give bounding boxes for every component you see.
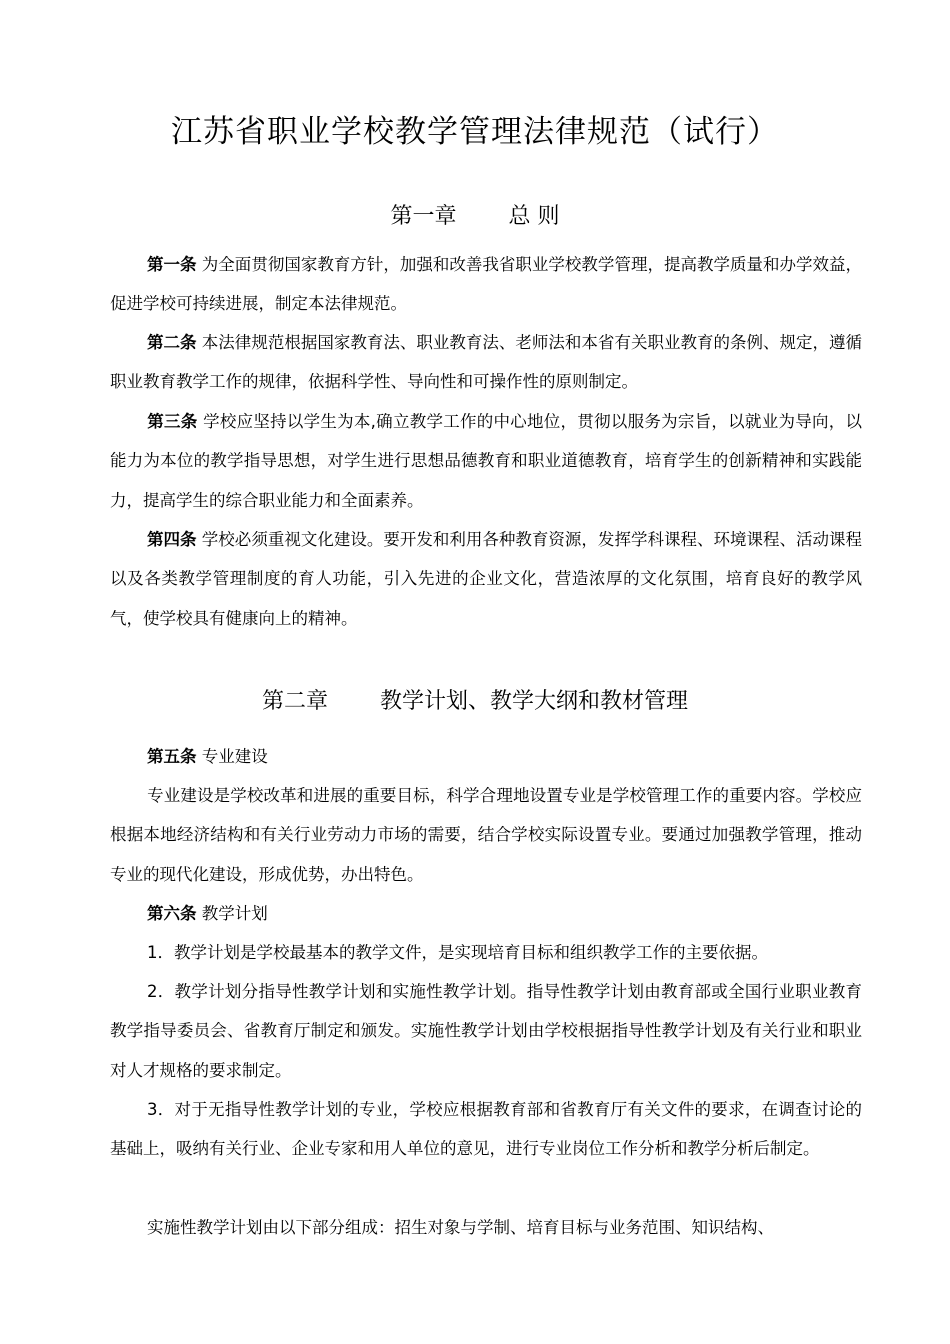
article-text: 专业建设 (201, 747, 268, 766)
article-label: 第六条 (147, 904, 197, 923)
article-label: 第四条 (147, 530, 197, 549)
article-text: 本法律规范根据国家教育法、职业教育法、老师法和本省有关职业教育的条例、规定，遵循职业教育教学工作的规律，依据科学性、导向性和可操作性的原则制定。 (110, 333, 863, 392)
chapter-name: 教学计划、教学大纲和教材管理 (380, 689, 689, 714)
article-6-item-1 (110, 933, 862, 972)
article-label: 第五条 (147, 747, 197, 766)
article-1 (110, 245, 862, 324)
article-label: 第一条 (147, 255, 197, 274)
chapter-number: 第二章 (261, 689, 328, 714)
chapter-number: 第一章 (390, 204, 457, 229)
article-6-item-3 (110, 1090, 862, 1169)
chapter-name: 总 则 (508, 204, 560, 229)
chapter-1-heading (0, 200, 950, 234)
article-5-heading (110, 737, 862, 776)
paragraph-text: 3．对于无指导性教学计划的专业，学校应根据教育部和省教育厅有关文件的要求，在调查讨论的基础上，吸纳有关行业、企业专家和用人单位的意见，进行专业岗位工作分析和教学分析后制定。 (110, 1100, 862, 1159)
article-6-heading (110, 894, 862, 933)
article-4 (110, 520, 862, 638)
paragraph-text: 专业建设是学校改革和进展的重要目标，科学合理地设置专业是学校管理工作的重要内容。学校应根据本地经济结构和有关行业劳动力市场的需要，结合学校实际设置专业。要通过加强教学管理，推动专业的现代化建设，形成优势，办出特色。 (110, 786, 862, 884)
article-5-paragraph (110, 776, 862, 894)
article-label: 第三条 (147, 412, 198, 431)
paragraph-text: 实施性教学计划由以下部分组成：招生对象与学制、培育目标与业务范围、知识结构、 (147, 1218, 774, 1237)
article-6-item-4 (110, 1208, 862, 1247)
chapter-2-heading (0, 685, 950, 719)
article-text: 学校应坚持以学生为本,确立教学工作的中心地位，贯彻以服务为宗旨，以就业为导向，以能力为本位的教学指导思想，对学生进行思想品德教育和职业道德教育，培育学生的创新精神和实践能力，提高学生的综合职业能力和全面素养。 (110, 412, 863, 510)
article-text: 教学计划 (201, 904, 268, 923)
article-2 (110, 323, 862, 402)
document-title: 江苏省职业学校教学管理法律规范（试行） (171, 114, 779, 150)
article-6-item-2 (110, 972, 862, 1090)
article-text: 为全面贯彻国家教育方针，加强和改善我省职业学校教学管理，提高教学质量和办学效益，促进学校可持续进展，制定本法律规范。 (110, 255, 863, 314)
article-3 (110, 402, 862, 520)
article-label: 第二条 (147, 333, 197, 352)
article-text: 学校必须重视文化建设。要开发和利用各种教育资源，发挥学科课程、环境课程、活动课程以及各类教学管理制度的育人功能，引入先进的企业文化，营造浓厚的文化氛围，培育良好的教学风气，使学校具有健康向上的精神。 (110, 530, 863, 628)
paragraph-text: 2．教学计划分指导性教学计划和实施性教学计划。指导性教学计划由教育部或全国行业职业教育教学指导委员会、省教育厅制定和颁发。实施性教学计划由学校根据指导性教学计划及有关行业和职业对人才规格的要求制定。 (110, 982, 862, 1080)
paragraph-text: 1．教学计划是学校最基本的教学文件，是实现培育目标和组织教学工作的主要依据。 (147, 943, 768, 962)
